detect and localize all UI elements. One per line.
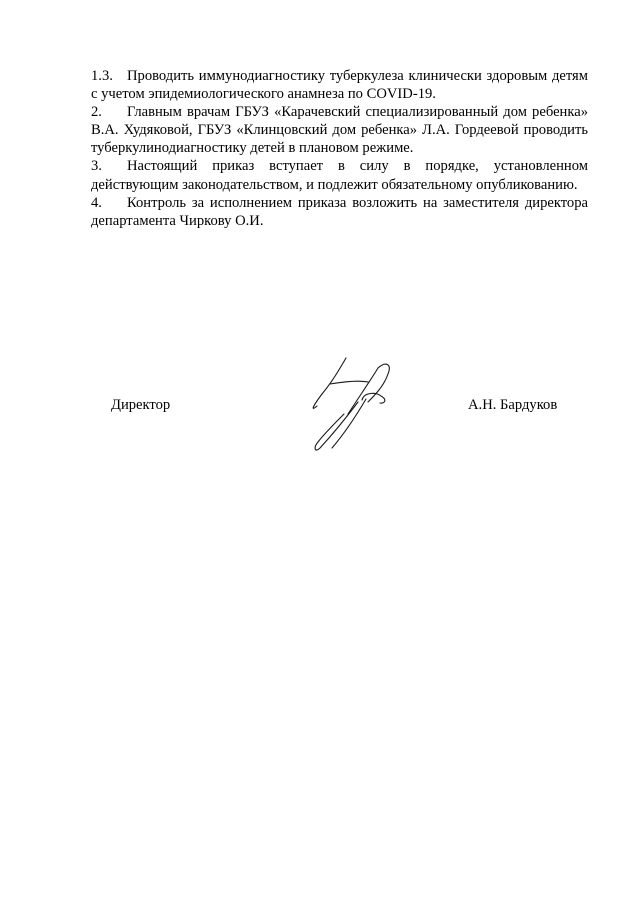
signatory-name: А.Н. Бардуков <box>468 397 558 413</box>
item-number: 2. <box>91 104 102 121</box>
list-item <box>91 157 588 193</box>
signatory-position: Директор <box>111 397 171 413</box>
list-item <box>91 194 588 230</box>
document-body <box>91 67 588 230</box>
item-text: Настоящий приказ вступает в силу в порядке, установленном действующим законодательством, и подлежит обязательному опубликованию. <box>91 158 588 193</box>
handwritten-signature <box>306 356 406 456</box>
item-number: 1.3. <box>91 68 113 84</box>
item-number: 3. <box>91 158 102 175</box>
item-number: 4. <box>91 194 102 211</box>
item-text: Проводить иммунодиагностику туберкулеза клинически здоровым детям с учетом эпидемиологического анамнеза по COVID-19. <box>91 68 588 103</box>
list-item <box>91 103 588 157</box>
list-item <box>91 67 588 103</box>
item-text: Контроль за исполнением приказа возложить на заместителя директора департамента Чиркову О.И. <box>91 194 588 229</box>
item-text: Главным врачам ГБУЗ «Карачевский специализированный дом ребенка» В.А. Худяковой, ГБУЗ «Клинцовский дом ребенка» Л.А. Гордеевой проводить туберкулинодиагностику детей в плановом режиме. <box>91 104 588 157</box>
